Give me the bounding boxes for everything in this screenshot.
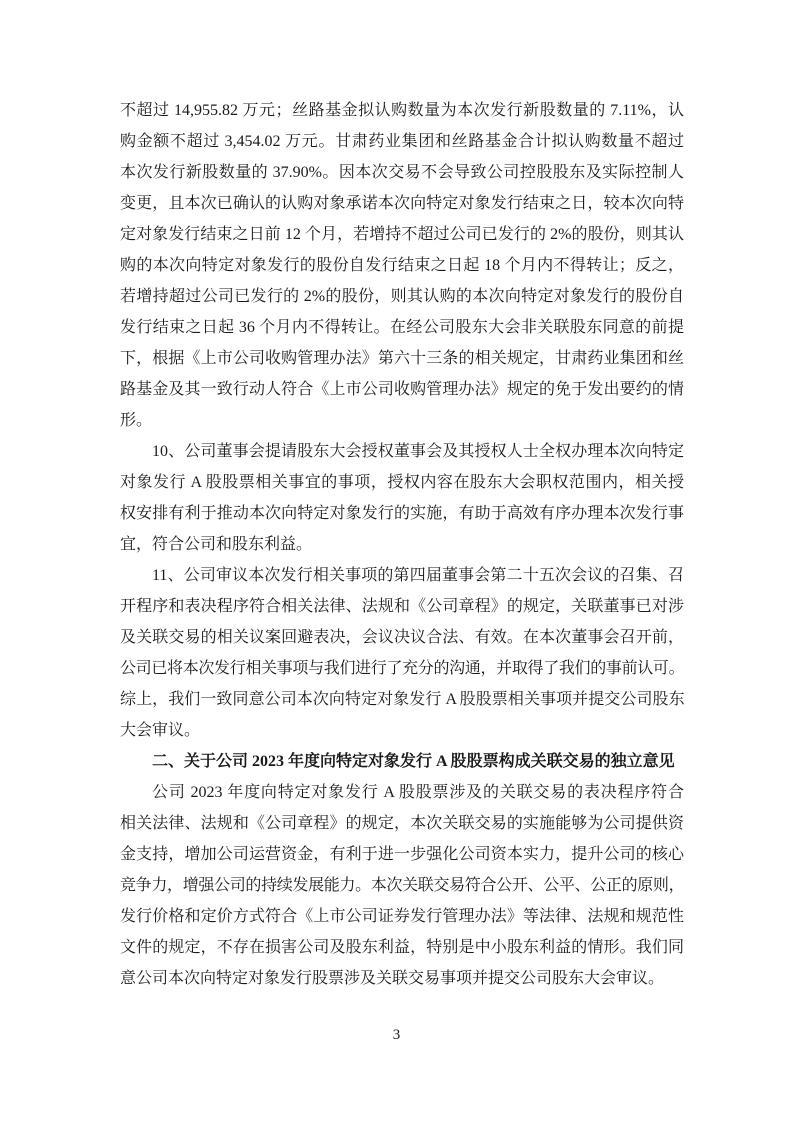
section-heading: 二、关于公司 2023 年度向特定对象发行 A 股股票构成关联交易的独立意见 (152, 753, 675, 770)
text-line: 公司已将本次发行相关事项与我们进行了充分的沟通，并取得了我们的事前认可。 (120, 660, 684, 677)
text-line: 对象发行 A 股股票相关事宜的事项，授权内容在股东大会职权范围内，相关授 (120, 474, 684, 491)
text-line: 若增持超过公司已发行的 2%的股份，则其认购的本次向特定对象发行的股份自 (120, 288, 684, 305)
text-line: 相关法律、法规和《公司章程》的规定，本次关联交易的实施能够为公司提供资 (120, 815, 684, 832)
text-line: 定对象发行结束之日前 12 个月，若增持不超过公司已发行的 2%的股份，则其认 (120, 226, 684, 243)
text-line: 文件的规定，不存在损害公司及股东利益，特别是中小股东利益的情形。我们同 (120, 939, 684, 956)
text-body (120, 95, 684, 994)
text-line: 形。 (120, 412, 153, 429)
text-line: 下，根据《上市公司收购管理办法》第六十三条的相关规定，甘肃药业集团和丝 (120, 350, 684, 367)
text-line: 发行结束之日起 36 个月内不得转让。在经公司股东大会非关联股东同意的前提 (120, 319, 684, 336)
text-line: 路基金及其一致行动人符合《上市公司收购管理办法》规定的免于发出要约的情 (120, 381, 684, 398)
text-line: 宜，符合公司和股东利益。 (120, 536, 313, 553)
text-line: 及关联交易的相关议案回避表决，会议决议合法、有效。在本次董事会召开前， (120, 629, 684, 646)
text-line: 变更，且本次已确认的认购对象承诺本次向特定对象发行结束之日，较本次向特 (120, 195, 684, 212)
text-line: 购的本次向特定对象发行的股份自发行结束之日起 18 个月内不得转让；反之， (120, 257, 684, 274)
text-line: 金支持，增加公司运营资金，有利于进一步强化公司资本实力，提升公司的核心 (120, 846, 684, 863)
text-line: 开程序和表决程序符合相关法律、法规和《公司章程》的规定，关联董事已对涉 (120, 598, 684, 615)
page-number: 3 (392, 1027, 401, 1043)
text-line: 意公司本次向特定对象发行股票涉及关联交易事项并提交公司股东大会审议。 (120, 970, 665, 987)
text-line: 权安排有利于推动本次向特定对象发行的实施，有助于高效有序办理本次发行事 (120, 505, 684, 522)
text-line: 公司 2023 年度向特定对象发行 A 股股票涉及的关联交易的表决程序符合 (152, 784, 684, 801)
text-line: 不超过 14,955.82 万元；丝路基金拟认购数量为本次发行新股数量的 7.11%，认 (120, 102, 684, 119)
text-line: 10、公司董事会提请股东大会授权董事会及其授权人士全权办理本次向特定 (152, 443, 684, 460)
text-line: 本次发行新股数量的 37.90%。因本次交易不会导致公司控股股东及实际控制人 (120, 164, 684, 181)
text-line: 竞争力，增强公司的持续发展能力。本次关联交易符合公开、公平、公正的原则， (120, 877, 684, 894)
text-line: 发行价格和定价方式符合《上市公司证券发行管理办法》等法律、法规和规范性 (120, 908, 684, 925)
text-line: 购金额不超过 3,454.02 万元。甘肃药业集团和丝路基金合计拟认购数量不超过 (120, 133, 684, 150)
text-line: 大会审议。 (120, 722, 201, 739)
text-line: 11、公司审议本次发行相关事项的第四届董事会第二十五次会议的召集、召 (152, 567, 684, 584)
text-line: 综上，我们一致同意公司本次向特定对象发行 A 股股票相关事项并提交公司股东 (120, 691, 684, 708)
